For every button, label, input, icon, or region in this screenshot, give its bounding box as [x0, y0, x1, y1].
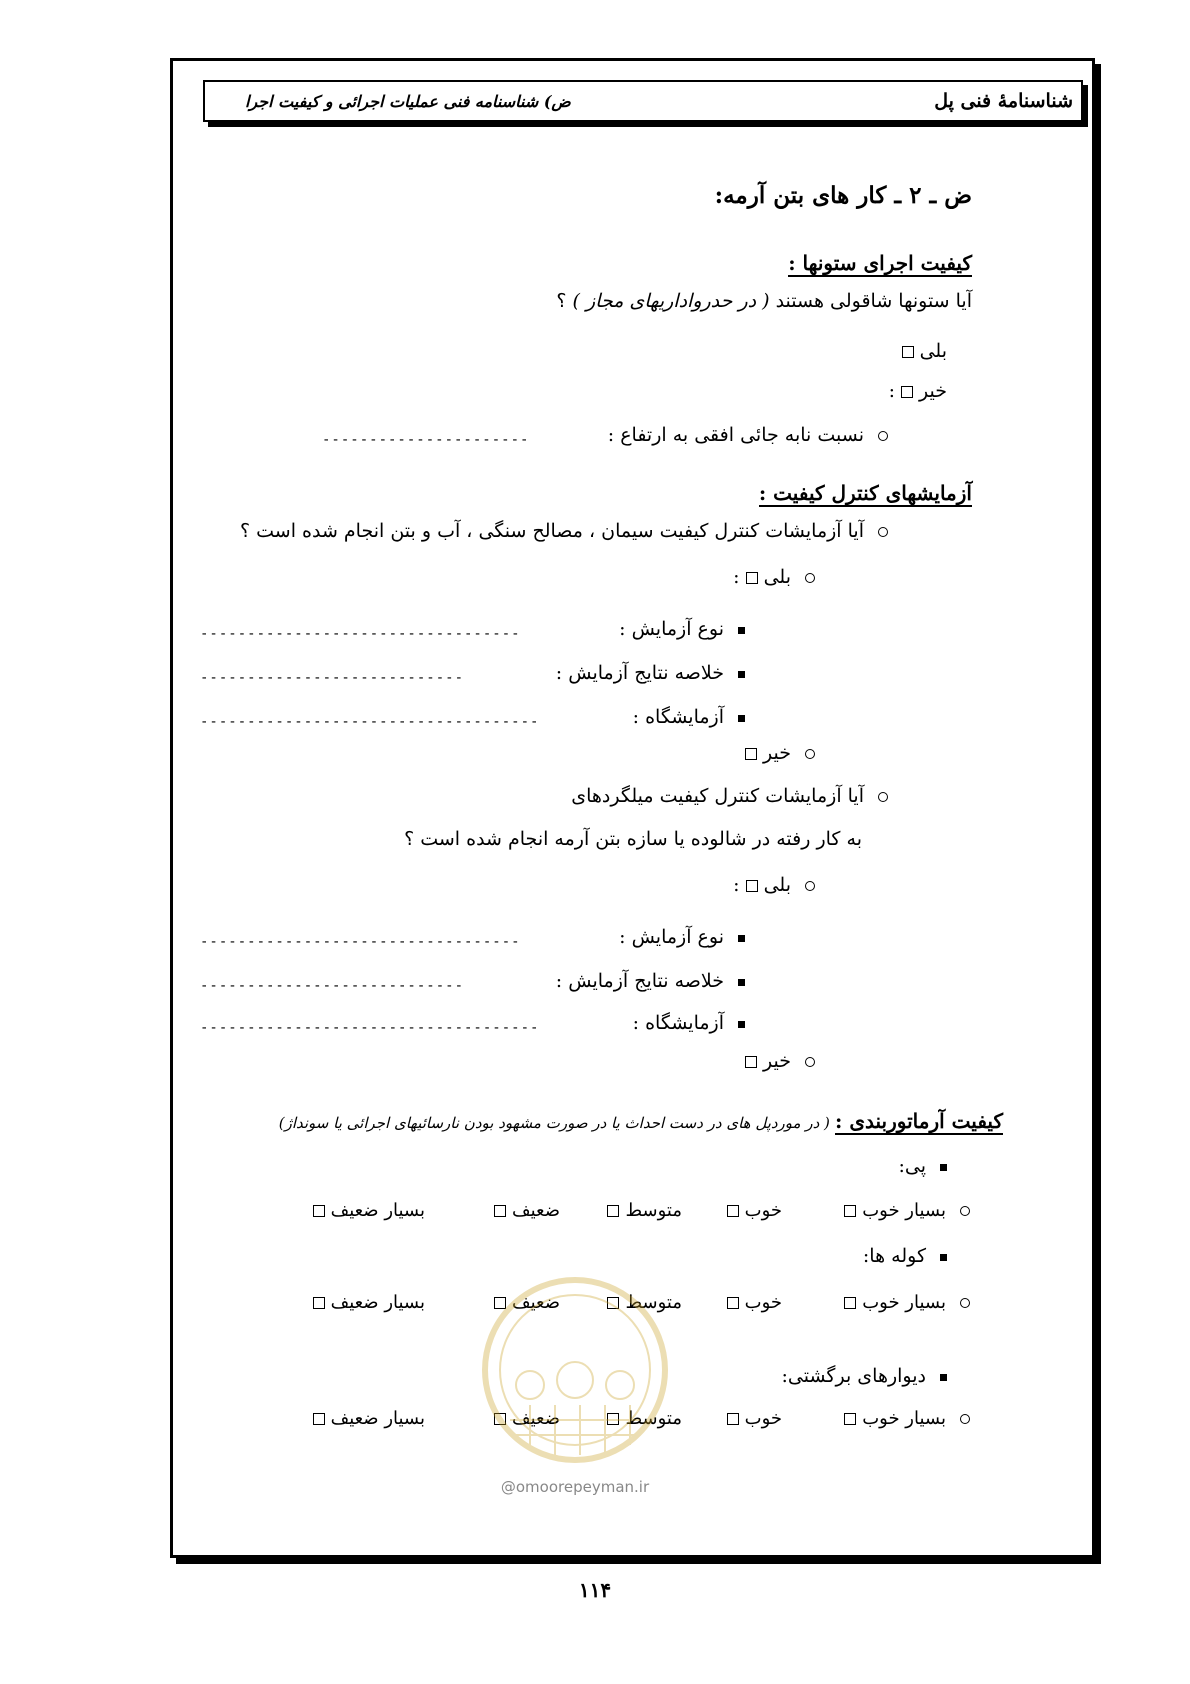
qc-q1-yes-option[interactable]: بلی: [733, 566, 815, 588]
rating-label: بسیار خوب [862, 1200, 946, 1221]
rating-very-good[interactable] [838, 1408, 970, 1429]
qc-q2-item-field[interactable]: ---------------------------- [200, 978, 465, 994]
checkbox[interactable] [313, 1413, 325, 1425]
rating-label: ضعیف [511, 1200, 560, 1221]
qc-q2-item-field[interactable]: ---------------------------------- [200, 934, 521, 950]
qc-q2-yes-label: بلی [763, 874, 791, 896]
qc-q1-item-field[interactable]: ---------------------------- [200, 670, 465, 686]
rating-label: خوب [744, 1292, 782, 1313]
qc-q1-yes-checkbox[interactable] [746, 572, 758, 584]
rating-label: خوب [744, 1200, 782, 1221]
qc-q2-yes-option[interactable]: بلی: [733, 874, 815, 896]
columns-ratio-row [608, 424, 888, 446]
columns-subtitle: کیفیت اجرای ستونها : [788, 251, 972, 275]
checkbox[interactable] [844, 1413, 856, 1425]
columns-question [556, 290, 972, 312]
checkbox[interactable] [727, 1413, 739, 1425]
qc-q2-item [619, 926, 745, 948]
rebar-part-label: کوله ها: [862, 1245, 926, 1267]
columns-yes-checkbox[interactable] [902, 346, 914, 358]
square-bullet-icon [738, 1021, 745, 1028]
checkbox[interactable] [844, 1297, 856, 1309]
checkbox[interactable] [494, 1205, 506, 1217]
circle-bullet-icon [878, 792, 888, 802]
checkbox[interactable] [607, 1205, 619, 1217]
rebar-note: ( در موردپل های در دست احداث یا در صورت مشهود بودن نارسائیهای اجرائی یا سونداژ) [278, 1114, 830, 1132]
checkbox[interactable] [313, 1205, 325, 1217]
rebar-part [863, 1245, 947, 1267]
qc-q1-item-field[interactable]: ------------------------------------ [200, 714, 540, 730]
qc-q1-item-label: آزمایشگاه : [632, 706, 724, 728]
rating-label: بسیار ضعیف [330, 1408, 425, 1429]
qc-q2-yes-checkbox[interactable] [746, 880, 758, 892]
header-right-title: شناسنامهٔ فنی پل [934, 90, 1073, 112]
rating-label: متوسط [625, 1200, 682, 1221]
qc-q1 [240, 520, 888, 542]
qc-q2-item-label: نوع آزمایش : [619, 926, 724, 948]
qc-q2-no-label: خیر [763, 1050, 791, 1072]
rating-label: متوسط [625, 1408, 682, 1429]
circle-bullet-icon [960, 1206, 970, 1216]
qc-q2 [571, 785, 888, 807]
rebar-part-label: دیوارهای برگشتی: [781, 1365, 926, 1387]
rebar-part [782, 1365, 947, 1387]
circle-bullet-icon [878, 431, 888, 441]
square-bullet-icon [940, 1374, 947, 1381]
watermark-logo-icon [470, 1270, 680, 1470]
square-bullet-icon [738, 715, 745, 722]
checkbox[interactable] [727, 1297, 739, 1309]
circle-bullet-icon [878, 527, 888, 537]
columns-question-paren: ( در حدرواداریهای مجاز ) [572, 290, 770, 312]
header-left-title: ض) شناسنامه فنی عملیات اجرائی و کیفیت اجرا [245, 91, 571, 111]
rating-label: بسیار خوب [862, 1292, 946, 1313]
columns-ratio-field[interactable]: ---------------------- [322, 432, 530, 448]
columns-no-checkbox[interactable] [901, 386, 913, 398]
rating-very-good[interactable] [838, 1292, 970, 1313]
rebar-part [898, 1155, 947, 1177]
rebar-part-label: پی: [898, 1155, 926, 1177]
rating-label: ضعیف [511, 1292, 560, 1313]
square-bullet-icon [738, 671, 745, 678]
rating-weak[interactable] [488, 1200, 560, 1221]
circle-bullet-icon [805, 881, 815, 891]
columns-yes-option[interactable] [896, 340, 947, 362]
rating-very-weak[interactable] [307, 1292, 425, 1313]
section-title: ض ـ ۲ ـ کار های بتن آرمه: [714, 182, 972, 209]
rating-label: بسیار ضعیف [330, 1292, 425, 1313]
qc-q2-item [556, 970, 745, 992]
rating-label: متوسط [625, 1292, 682, 1313]
checkbox[interactable] [844, 1205, 856, 1217]
qc-q2-item-label: آزمایشگاه : [632, 1012, 724, 1034]
qc-q1-text: آیا آزمایشات کنترل کیفیت سیمان ، مصالح سنگی ، آب و بتن انجام شده است ؟ [240, 520, 864, 542]
circle-bullet-icon [960, 1298, 970, 1308]
page-header [203, 80, 1083, 122]
rating-good[interactable] [721, 1408, 782, 1429]
qc-q1-item [619, 618, 745, 640]
rating-label: ضعیف [511, 1408, 560, 1429]
columns-no-option[interactable]: خیر: [888, 380, 947, 402]
watermark-url: @omoorepeyman.ir [500, 1478, 650, 1496]
qc-q1-item-label: نوع آزمایش : [619, 618, 724, 640]
qc-q2-no-checkbox[interactable] [745, 1056, 757, 1068]
square-bullet-icon [738, 935, 745, 942]
rating-very-weak[interactable] [307, 1408, 425, 1429]
qc-q1-no-checkbox[interactable] [745, 748, 757, 760]
qc-q2-line2: به کار رفته در شالوده یا سازه بتن آرمه انجام شده است ؟ [404, 828, 862, 850]
rating-good[interactable] [721, 1292, 782, 1313]
circle-bullet-icon [960, 1414, 970, 1424]
qc-q1-item [633, 706, 745, 728]
rating-good[interactable] [721, 1200, 782, 1221]
qc-q2-no-option[interactable] [739, 1050, 815, 1072]
qc-q1-no-label: خیر [763, 742, 791, 764]
columns-no-label: خیر [919, 380, 947, 402]
qc-q2-line1: آیا آزمایشات کنترل کیفیت میلگردهای [571, 785, 864, 807]
qc-q2-item-label: خلاصه نتایج آزمایش : [555, 970, 724, 992]
qc-q1-item [556, 662, 745, 684]
rebar-heading [279, 1110, 1003, 1133]
qc-q1-item-field[interactable]: ---------------------------------- [200, 626, 521, 642]
columns-question-main: آیا ستونها شاقولی هستند [775, 290, 972, 312]
rating-label: خوب [744, 1408, 782, 1429]
circle-bullet-icon [805, 749, 815, 759]
columns-yes-label: بلی [919, 340, 947, 362]
columns-ratio-label: نسبت نابه جائی افقی به ارتفاع : [607, 424, 864, 446]
rating-very-good[interactable] [838, 1200, 970, 1221]
qc-q1-item-label: خلاصه نتایج آزمایش : [555, 662, 724, 684]
rating-average[interactable] [601, 1200, 682, 1221]
checkbox[interactable] [313, 1297, 325, 1309]
circle-bullet-icon [805, 573, 815, 583]
qc-q1-yes-label: بلی [763, 566, 791, 588]
qc-q1-no-option[interactable] [739, 742, 815, 764]
square-bullet-icon [738, 979, 745, 986]
qc-subtitle: آزمایشهای کنترل کیفیت : [758, 481, 972, 505]
rating-label: بسیار خوب [862, 1408, 946, 1429]
square-bullet-icon [940, 1254, 947, 1261]
rating-label: بسیار ضعیف [330, 1200, 425, 1221]
rating-very-weak[interactable] [307, 1200, 425, 1221]
qc-q2-item [633, 1012, 745, 1034]
page-number: ۱۱۴ [578, 1578, 612, 1602]
rebar-subtitle: کیفیت آرماتوربندی : [835, 1109, 1003, 1133]
square-bullet-icon [940, 1164, 947, 1171]
checkbox[interactable] [727, 1205, 739, 1217]
square-bullet-icon [738, 627, 745, 634]
qc-q2-item-field[interactable]: ------------------------------------ [200, 1020, 540, 1036]
columns-question-mark: ؟ [556, 290, 567, 312]
circle-bullet-icon [805, 1057, 815, 1067]
